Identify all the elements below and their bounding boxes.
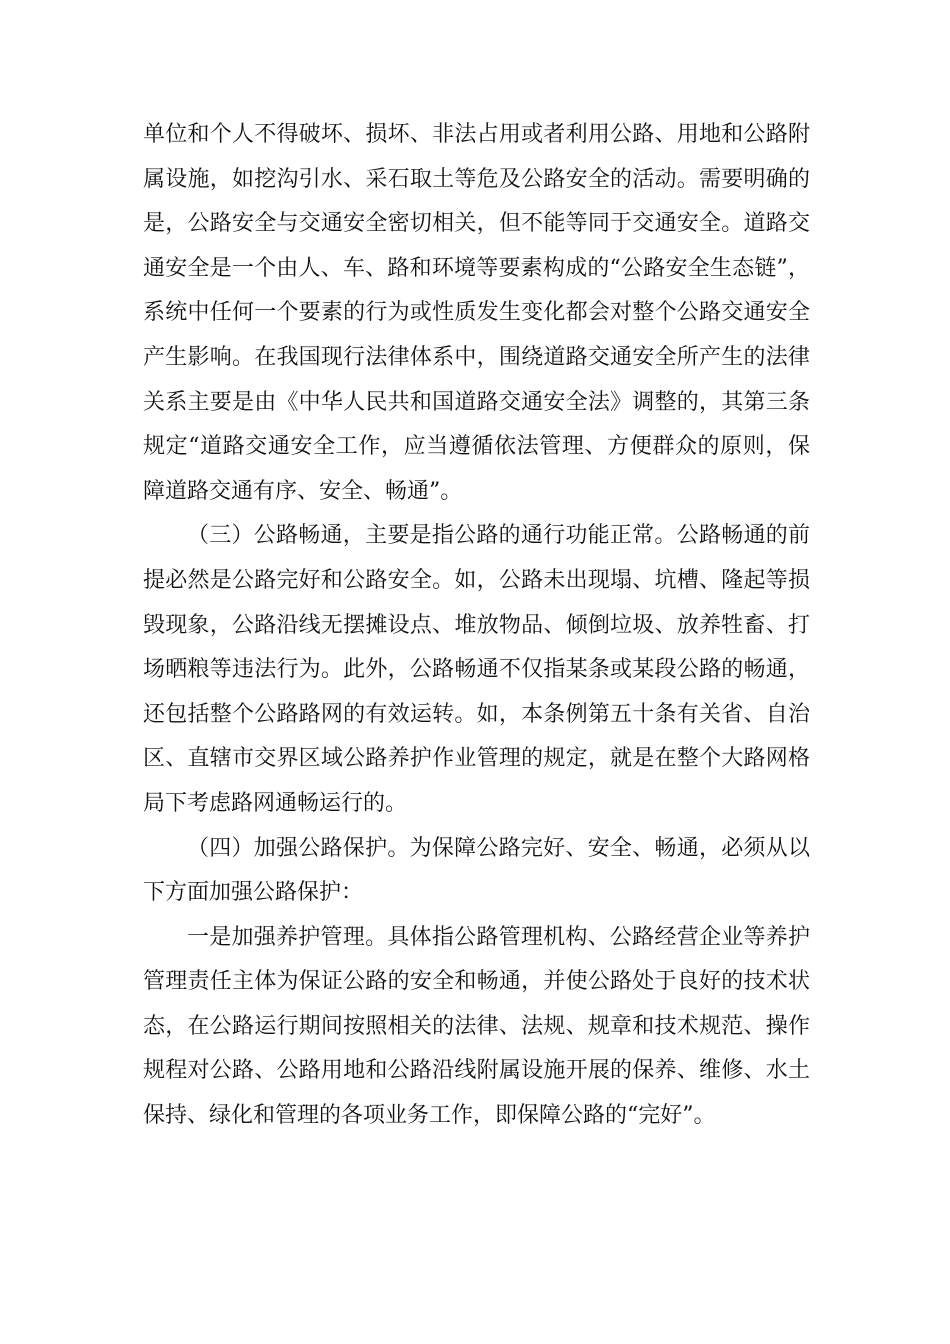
paragraph-strengthen-protection: （四）加强公路保护。为保障公路完好、安全、畅通，必须从以下方面加强公路保护： [143, 835, 810, 906]
paragraph-road-safety-continuation: 单位和个人不得破坏、损坏、非法占用或者利用公路、用地和公路附属设施，如挖沟引水、采石取土等危及公路安全的活动。需要明确的是，公路安全与交通安全密切相关，但不能等同于交通安全。道路交通安全是一个由人、车、路和环境等要素构成的“公路安全生态链”，系统中任何一个要素的行为或性质发生变化都会对整个公路交通安全产生影响。在我国现行法律体系中，围绕道路交通安全所产生的法律关系主要是由《中华人民共和国道路交通安全法》调整的，其第三条规定“道路交通安全工作，应当遵循依法管理、方便群众的原则，保障道路交通有序、安全、畅通”。 [143, 122, 810, 504]
paragraph-road-smoothness: （三）公路畅通，主要是指公路的通行功能正常。公路畅通的前提必然是公路完好和公路安全。如，公路未出现塌、坑槽、隆起等损毁现象，公路沿线无摆摊设点、堆放物品、倾倒垃圾、放养牲畜、打场晒粮等违法行为。此外，公路畅通不仅指某条或某段公路的畅通，还包括整个公路路网的有效运转。如，本条例第五十条有关省、自治区、直辖市交界区域公路养护作业管理的规定，就是在整个大路网格局下考虑路网通畅运行的。 [143, 523, 810, 816]
paragraph-maintenance-management: 一是加强养护管理。具体指公路管理机构、公路经营企业等养护管理责任主体为保证公路的安全和畅通，并使公路处于良好的技术状态，在公路运行期间按照相关的法律、法规、规章和技术规范、操作规程对公路、公路用地和公路沿线附属设施开展的保养、维修、水土保持、绿化和管理的各项业务工作，即保障公路的“完好”。 [143, 924, 810, 1129]
document-body [143, 113, 810, 1139]
